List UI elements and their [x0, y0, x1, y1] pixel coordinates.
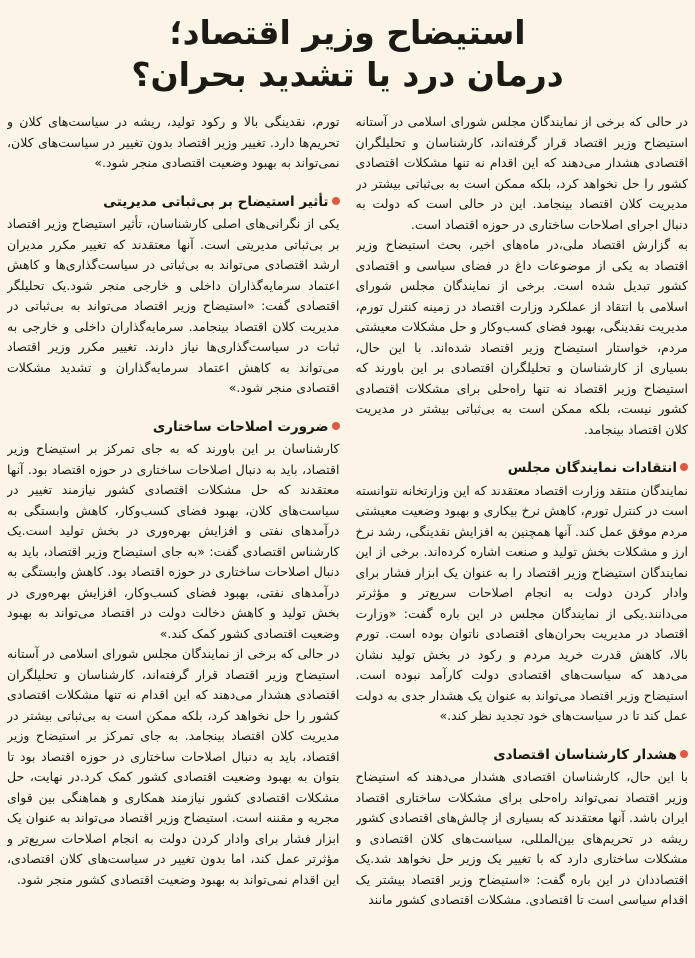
bullet-icon — [680, 463, 688, 471]
section-heading-experts-warning — [356, 745, 689, 766]
bullet-icon — [332, 197, 340, 205]
column-right — [356, 112, 689, 958]
article-paragraph-mp-criticism: نمایندگان منتقد وزارت اقتصاد معتقدند که این وزارتخانه نتوانسته است در کنترل تورم، کاهش نرخ بیکاری و بهبود وضعیت معیشتی مردم موفق عمل کند. آنها همچنین به افزایش نقدینگی، رشد نرخ ارز و مشکلات بخش تولید و صنعت اشاره کرده‌اند. برخی از این نمایندگان استیضاح وزیر اقتصاد را به عنوان یک ابزار فشار برای وادار کردن دولت به انجام اصلاحات سریع‌تر و مؤثرتر می‌دانند.یکی از نمایندگان مجلس در این باره گفت: «وزارت اقتصاد در مدیریت بحران‌های اقتصادی ناتوان بوده است. تورم بالا، کاهش قدرت خرید مردم و رکود در بخش تولید نشان می‌دهد که سیاست‌های اقتصادی دولت کارآمد نبوده است. استیضاح وزیر اقتصاد می‌تواند به عنوان یک هشدار جدی به دولت عمل کند تا در سیاست‌های خود تجدید نظر کند.» — [355, 482, 688, 724]
article-paragraph-experts-warning: با این حال، کارشناسان اقتصادی هشدار می‌دهند که استیضاح وزیر اقتصاد نمی‌تواند راه‌حلی برای مشکلات ساختاری اقتصاد ایران باشد. آنها معتقدند که بسیاری از چالش‌های اقتصادی کشور ریشه در تحریم‌های بین‌المللی، سیاست‌های کلان اقتصادی و مشکلات ساختاری دارد که با تغییر یک وزیر حل نخواهد شد.یک اقتصاددان در این باره گفت: «استیضاح وزیر اقتصاد بیشتر یک اقدام سیاسی است تا اقتصادی. مشکلات اقتصادی کشور مانند — [355, 769, 688, 908]
article-columns — [7, 112, 688, 958]
section-heading-label: ضرورت اصلاحات ساختاری — [152, 418, 329, 435]
article-paragraph-report: به گزارش اقتصاد ملی،در ماه‌های اخیر، بحث استیضاح وزیر اقتصاد به یکی از موضوعات داغ در فضای سیاسی و اقتصادی کشور تبدیل شده است. برخی از نمایندگان مجلس شورای اسلامی با انتقاد از عملکرد وزارت اقتصاد در زمینه کنترل تورم، مدیریت نقدینگی، بهبود فضای کسب‌وکار و حل مشکلات معیشتی مردم، خواستار استیضاح وزیر اقتصاد شده‌اند. با این حال، بسیاری از کارشناسان و تحلیلگران اقتصادی بر این باورند که استیضاح وزیر اقتصاد نه تنها راه‌حلی برای مشکلات اقتصادی کشور نیست، بلکه ممکن است به بی‌ثباتی بیشتر در مدیریت کلان اقتصاد بینجامد. — [355, 237, 688, 437]
headline-line-1: استیضاح وزیر اقتصاد؛ — [169, 13, 526, 52]
section-heading-mp-criticism — [356, 458, 689, 479]
bullet-icon — [680, 750, 688, 758]
section-heading-management-instability — [7, 192, 340, 213]
section-heading-structural-reforms — [7, 417, 340, 438]
article-headline — [7, 12, 688, 96]
article-paragraph-management-instability: یکی از نگرانی‌های اصلی کارشناسان، تأثیر استیضاح وزیر اقتصاد بر بی‌ثباتی مدیریتی است. آنها معتقدند که تغییر مکرر مدیران ارشد اقتصادی می‌تواند به بی‌ثباتی در سیاست‌گذاری‌ها و کاهش اعتماد سرمایه‌گذاران داخلی و خارجی منجر شود.یک تحلیلگر اقتصادی گفت: «استیضاح وزیر اقتصاد می‌تواند به بی‌ثباتی در مدیریت کلان اقتصاد بینجامد. سرمایه‌گذاران داخلی و خارجی به ثبات در سیاست‌گذاری‌ها نیاز دارند. تغییر مکرر وزیر اقتصاد می‌تواند به کاهش اعتماد سرمایه‌گذاران و تشدید مشکلات اقتصادی منجر شود.» — [7, 216, 340, 396]
article-paragraph-lede: در حالی که برخی از نمایندگان مجلس شورای اسلامی در آستانه استیضاح وزیر اقتصاد قرار گرفته‌اند، کارشناسان و تحلیلگران اقتصادی هشدار می‌دهند که این اقدام نه تنها مشکلات اقتصادی کشور را حل نخواهد کرد، بلکه ممکن است به بی‌ثباتی بیشتر در مدیریت کلان اقتصاد بینجامد. این در حالی است که دولت به دنبال اجرای اصلاحات ساختاری در حوزه اقتصاد است. — [355, 114, 688, 232]
section-heading-label: تأثیر استیضاح بر بی‌ثباتی مدیریتی — [103, 193, 329, 210]
article-paragraph-conclusion: در حالی که برخی از نمایندگان مجلس شورای اسلامی در آستانه استیضاح وزیر اقتصاد قرار گرفته‌اند، کارشناسان و تحلیلگران اقتصادی هشدار می‌دهند که این اقدام نه تنها مشکلات اقتصادی کشور را حل نخواهد کرد، بلکه ممکن است به بی‌ثباتی بیشتر در مدیریت کلان اقتصاد بینجامد. به جای تمرکز بر استیضاح وزیر اقتصاد، باید به دنبال اصلاحات ساختاری در حوزه اقتصاد بود تا بتوان به بهبود وضعیت اقتصادی کشور کمک کرد.در نهایت، حل مشکلات اقتصادی کشور نیازمند همکاری و هماهنگی بین قوای مجریه و مقننه است. استیضاح وزیر اقتصاد می‌تواند به عنوان یک ابزار فشار برای وادار کردن دولت به انجام اصلاحات سریع‌تر و مؤثرتر عمل کند، اما بدون تغییر در سیاست‌های کلان اقتصادی، این اقدام نمی‌تواند به بهبود وضعیت اقتصادی کشور منجر شود. — [7, 646, 340, 887]
bullet-icon — [332, 422, 340, 430]
column-left — [7, 112, 340, 958]
article-paragraph-structural-reforms: کارشناسان بر این باورند که به جای تمرکز بر استیضاح وزیر اقتصاد، باید به دنبال اصلاحات ساختاری در حوزه اقتصاد بود. آنها معتقدند که حل مشکلات اقتصادی کشور نیازمند تغییر در سیاست‌های کلان، بهبود فضای کسب‌وکار، کاهش وابستگی به درآمدهای نفتی و افزایش بهره‌وری در بخش تولید است.یک کارشناس اقتصادی گفت: «به جای استیضاح وزیر اقتصاد، باید به دنبال اصلاحات ساختاری در حوزه اقتصاد بود. کاهش وابستگی به درآمدهای نفتی، بهبود فضای کسب‌وکار، افزایش بهره‌وری در بخش تولید و کاهش دخالت دولت در اقتصاد می‌تواند به بهبود وضعیت اقتصادی کشور کمک کند.» — [7, 441, 340, 641]
section-heading-label: انتقادات نمایندگان مجلس — [507, 460, 677, 477]
headline-line-2: درمان درد یا تشدید بحران؟ — [131, 55, 564, 95]
article-paragraph-quote-continuation: تورم، نقدینگی بالا و رکود تولید، ریشه در سیاست‌های کلان و تحریم‌ها دارد. تغییر وزیر اقتصاد بدون تغییر در سیاست‌های کلان، نمی‌تواند به بهبود وضعیت اقتصادی منجر شود.» — [7, 114, 340, 171]
section-heading-label: هشدار کارشناسان اقتصادی — [493, 746, 677, 763]
